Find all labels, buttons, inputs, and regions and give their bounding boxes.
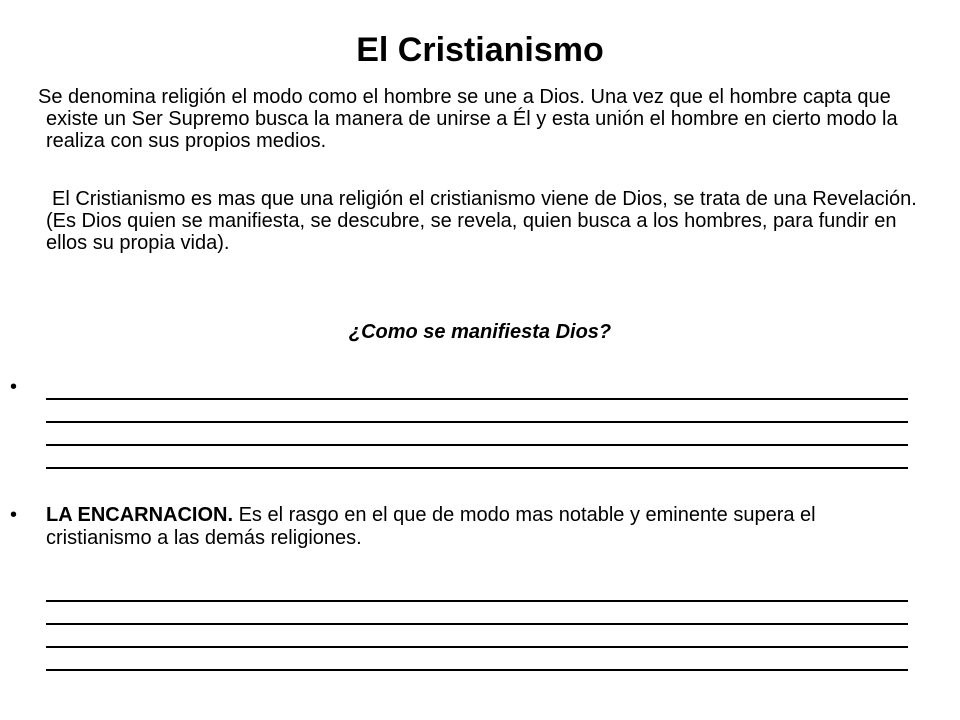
bullet-marker: • <box>10 504 18 526</box>
answer-line <box>46 646 908 648</box>
answer-line <box>46 669 908 671</box>
second-paragraph-text: El Cristianismo es mas que una religión el cristianismo viene de Dios, se trata de una Revelación. (Es Dios quien se manifiesta, se descubre, se revela, quien busca a los hombres, para fundir en ellos su propia vida). <box>46 188 917 254</box>
intro-paragraph <box>38 86 926 152</box>
bullet-heading: LA ENCARNACION. <box>46 504 234 526</box>
answer-line <box>46 421 908 423</box>
answer-line <box>46 600 908 602</box>
answer-line <box>46 623 908 625</box>
bullet-item <box>46 504 916 550</box>
section-question: ¿Como se manifiesta Dios? <box>348 321 612 343</box>
intro-paragraph-text: Se denomina religión el modo como el hombre se une a Dios. Una vez que el hombre capta que existe un Ser Supremo busca la manera de unirse a Él y esta unión el hombre en cierto modo la realiza con sus propios medios. <box>38 86 898 152</box>
bullet-marker: • <box>10 376 18 398</box>
answer-line <box>46 444 908 446</box>
answer-line <box>46 467 908 469</box>
answer-line <box>46 398 908 400</box>
second-paragraph <box>46 188 926 254</box>
page-title: El Cristianismo <box>356 31 604 69</box>
bullet-body: Es el rasgo en el que de modo mas notable y eminente supera el cristianismo a las demás religiones. <box>46 504 816 549</box>
